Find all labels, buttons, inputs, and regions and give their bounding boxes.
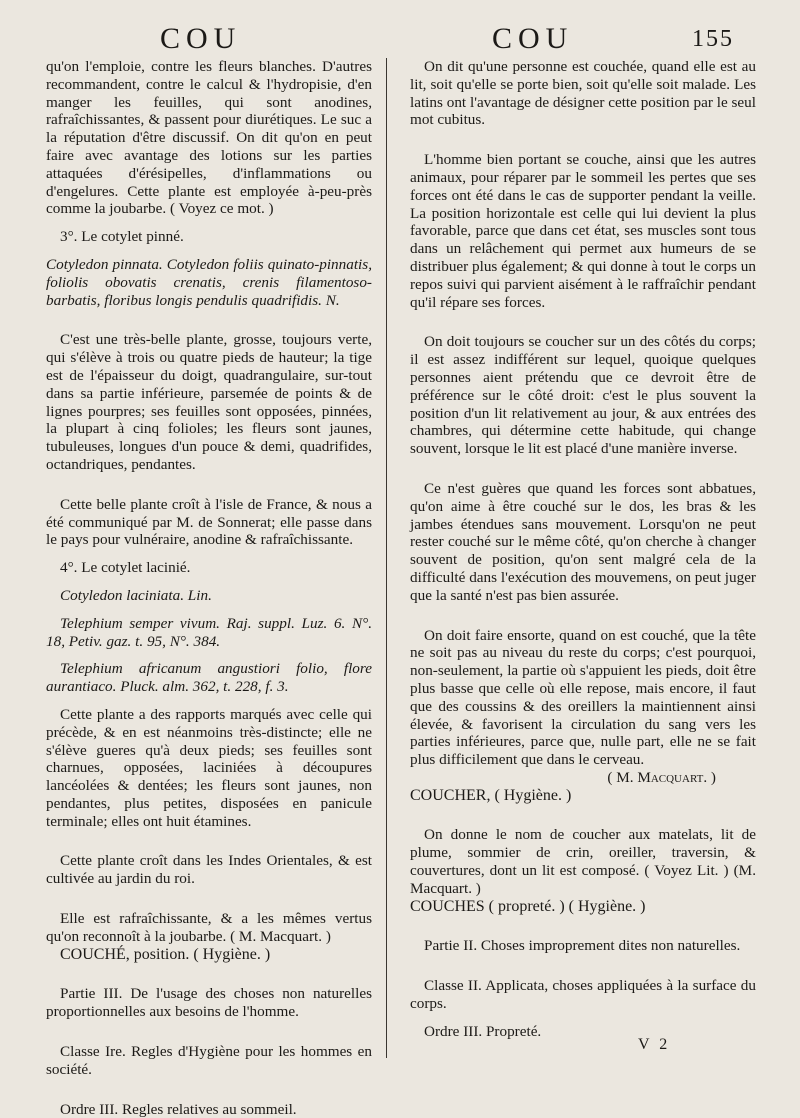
paragraph: L'homme bien portant se couche, ainsi que les autres animaux, pour réparer par le sommeil les pertes que ses forces ont été dans le cas de supporter pendant la veille. La position horizontale est celle qui lui devient la plus favorable, parce que dans cet état, ses muscles sont tous dans un relâchement qui permet aux humeurs de se distribuer plus également; & qui donne à tout le corps un repos suivi qui parvient aisément à le raffraîchir pendant qu'il répare ses forces. bbox=[410, 151, 756, 311]
paragraph: C'est une très-belle plante, grosse, toujours verte, qui s'élève à trois ou quatre pieds de hauteur; la tige est de l'épaisseur du doigt, quadrangulaire, sur-tout dans sa partie inférieure, parsemée de points & de lignes pourpres; ses feuilles sont opposées, pinnées, la plupart à cinq folioles; les fleurs sont jaunes, tubuleuses, longues d'un pouce & demi, quadrifides, octandriques, pendantes. bbox=[46, 331, 372, 473]
paragraph: Cette belle plante croît à l'isle de France, & nous a été communiqué par M. de Sonnerat; elle passe dans le pays pour vulnéraire, anodine & rafraîchissante. bbox=[46, 495, 372, 549]
paragraph: Cette plante a des rapports marqués avec celle qui précède, & en est néanmoins très-distincte; elle ne s'élève gueres qu'à deux pieds; ses feuilles sont charnues, opposées, laciniées à découpures lancéolées & dentées; les fleurs sont jaunes, non pendantes, plus petites, disposées en panicule terminale; elles ont huit étamines. bbox=[46, 705, 372, 830]
paragraph: On donne le nom de coucher aux matelats, lit de plume, sommier de crin, oreiller, traversin, & couvertures, dont un lit est composé. ( Voyez Lit. ) (M. Macquart. ) bbox=[410, 826, 756, 897]
entry-title: 3°. Le cotylet pinné. bbox=[60, 228, 184, 246]
reference: Telephium africanum angustiori folio, flore aurantiaco. Pluck. alm. 362, t. 228, f. 3. bbox=[46, 660, 372, 696]
paragraph: On dit qu'une personne est couchée, quand elle est au lit, soit qu'elle se porte bien, soit qu'elle soit malade. Les latins ont l'avantage de désigner cette position par le seul mot cubitus. bbox=[410, 58, 756, 129]
paragraph: On doit faire ensorte, quand on est couché, que la tête ne soit pas au niveau du reste du corps; c'est pourquoi, non-seulement, la partie où s'appuient les pieds, doit être plus basse que celle où elle repose, mais encore, il faut que des coussins & des oreillers la maintiennent ainsi élevée, & favorisent la circulation du sang vers les parties inférieures, parce que, nulle part, elle ne se fait plus difficilement que dans le cerveau. bbox=[410, 626, 756, 769]
paragraph: Partie II. Choses improprement dites non naturelles. bbox=[424, 937, 741, 955]
paragraph: Classe Ire. Regles d'Hygiène pour les hommes en société. bbox=[46, 1043, 372, 1078]
paragraph: qu'on l'emploie, contre les fleurs blanches. D'autres recommandent, contre le calcul & l'hydropisie, d'en manger les feuilles, qui sont anodines, rafraîchissantes, & passent pour diurétiques. Le suc a la réputation d'être discussif. On dit qu'on en peut faire avec avantage des lotions sur les parties attaquées d'érésipelles, d'inflammations ou d'engelures. Cette plante est employée à-peu-près comme la joubarbe. ( Voyez ce mot. ) bbox=[46, 58, 372, 218]
paragraph: Ordre III. Propreté. bbox=[424, 1022, 542, 1040]
header-left: COU bbox=[160, 22, 242, 55]
latin-name: Cotyledon laciniata. Lin. bbox=[60, 586, 212, 604]
left-column bbox=[46, 58, 372, 1118]
section-heading: COUCHÉ, position. ( Hygiène. ) bbox=[60, 945, 271, 963]
author-signature: ( M. Macquart. ) bbox=[607, 768, 716, 786]
header-right: COU bbox=[492, 22, 574, 55]
paragraph: Cette plante croît dans les Indes Orientales, & est cultivée au jardin du roi. bbox=[46, 852, 372, 888]
paragraph: Classe II. Applicata, choses appliquées à la surface du corps. bbox=[410, 977, 756, 1013]
paragraph: Elle est rafraîchissante, & a les mêmes vertus qu'on reconnoît à la joubarbe. ( M. Macquart. ) bbox=[46, 910, 372, 945]
paragraph: On doit toujours se coucher sur un des côtés du corps; il est assez indifférent sur lequel, quoique quelques personnes aient prétendu que ce devroit être de préférence sur le côté droit: c'est le plus souvent la position d'un lit relativement au jour, & aux entrées des chambres, qui détermine cette habitude, qui change souvent, lorsque le lit est placé d'une manière inverse. bbox=[410, 333, 756, 458]
entry-title: 4°. Le cotylet lacinié. bbox=[60, 559, 191, 577]
column-divider bbox=[386, 58, 387, 1058]
right-column bbox=[410, 58, 756, 1041]
section-heading: COUCHER, ( Hygiène. ) bbox=[410, 786, 572, 804]
page-number: 155 bbox=[692, 26, 734, 52]
signature-mark: V 2 bbox=[638, 1036, 671, 1053]
paragraph: Ordre III. Regles relatives au sommeil. bbox=[60, 1100, 297, 1118]
reference: Telephium semper vivum. Raj. suppl. Luz. 6. N°. 18, Petiv. gaz. t. 95, N°. 384. bbox=[46, 614, 372, 650]
latin-name: Cotyledon pinnata. Cotyledon foliis quinato-pinnatis, foliolis obovatis crenatis, crenis filamentoso-barbatis, floribus longis pendulis quadrifidis. N. bbox=[46, 255, 372, 309]
paragraph: Ce n'est guères que quand les forces sont abbatues, qu'on aime à être couché sur le dos, les bras & les jambes étendues sans mouvement. Lorsqu'on ne peut rester couché sur le même côté, qu'on cherche à changer souvent de position, qu'on sent malgré cela de la difficulté dans l'exécution des mouvemens, on peut juger que la santé n'est pas bien assurée. bbox=[410, 479, 756, 604]
paragraph: Partie III. De l'usage des choses non naturelles proportionnelles aux besoins de l'homme. bbox=[46, 985, 372, 1021]
section-heading: COUCHES ( propreté. ) ( Hygiène. ) bbox=[410, 897, 646, 915]
